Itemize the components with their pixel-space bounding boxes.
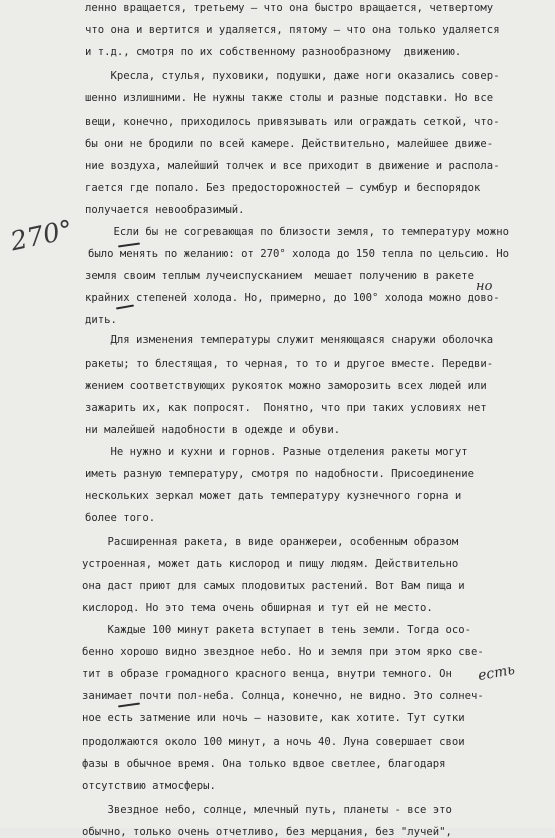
text-line: иметь разную температуру, смотря по надобности. Присоединение <box>85 468 475 480</box>
text-line: получается невообразимый. <box>85 204 245 216</box>
text-line: она даст приют для самых плодовитых растений. Вот Вам пища и <box>82 580 465 592</box>
text-line: кислород. Но это тема очень обширная и тут ей не место. <box>82 602 433 614</box>
text-line: Для изменения температуры служит меняющаяся снаружи оболочка <box>85 334 494 346</box>
text-line: ни малейшей надобности в одежде и обуви. <box>85 424 341 436</box>
text-line: ленно вращается, третьему — что она быстро вращается, четвертому <box>85 2 494 14</box>
text-line: и т.д., смотря по их собственному разнообразному движению. <box>85 46 462 58</box>
text-line: дить. <box>85 314 117 326</box>
text-line: гается где попало. Без предосторожностей — сумбур и беспорядок <box>85 182 481 194</box>
text-line: Каждые 100 минут ракета вступает в тень земли. Тогда осо- <box>82 624 472 636</box>
text-line: жением соответствующих рукояток можно заморозить всех людей или <box>85 380 487 392</box>
text-line: бы они не бродили по всей камере. Действительно, малейшее движе- <box>85 138 494 150</box>
text-line: отсутствию атмосферы. <box>82 780 216 792</box>
text-line: фазы в обычное время. Она только вдвое светлее, благодаря <box>82 758 446 770</box>
text-line: что она и вертится и удаляется, пятому — что она только удаляется <box>85 24 500 36</box>
handwritten-insert-no: но <box>476 279 493 294</box>
text-line: земля своим теплым лучеиспусканием мешает получению в ракете <box>85 270 475 282</box>
text-line: вещи, конечно, приходилось привязывать или ограждать сеткой, что- <box>85 116 500 128</box>
text-line: Звездное небо, солнце, млечный путь, планеты - все это <box>82 804 452 816</box>
margin-annotation-270: 270° <box>8 214 76 258</box>
strike-mark <box>116 304 134 309</box>
text-line: ракеты; то блестящая, то черная, то то и другое вместе. Передви- <box>85 358 494 370</box>
text-line: Расширенная ракета, в виде оранжереи, особенным образом <box>82 536 459 548</box>
text-line: занимает почти пол-неба. Солнца, конечно, не видно. Это солнеч- <box>82 690 484 702</box>
text-line: ное есть затмение или ночь — назовите, как хотите. Тут сутки <box>82 712 465 724</box>
text-line: продолжаются около 100 минут, а ночь 40. Луна совершает свои <box>82 736 465 748</box>
text-line: крайних степеней холода. Но, примерно, до 100° холода можно дово- <box>85 292 500 304</box>
text-line: тит в образе громадного красного венца, внутри темного. Он <box>82 668 452 680</box>
text-line: зажарить их, как попросят. Понятно, что при таких условиях нет <box>85 402 487 414</box>
text-line: ние воздуха, малейший толчек и все приходит в движение и распола- <box>85 160 500 172</box>
text-line: нескольких зеркал может дать температуру кузнечного горна и <box>85 490 462 502</box>
text-line: Не нужно и кухни и горнов. Разные отделения ракеты могут <box>85 446 468 458</box>
text-line: более того. <box>85 512 156 524</box>
text-line: шенно излишними. Не нужны также столы и разные подставки. Но все <box>85 92 494 104</box>
strike-mark <box>118 702 140 707</box>
text-line: бенно хорошо видно звездное небо. Но и земля при этом ярко све- <box>82 646 484 658</box>
handwritten-insert-est: есть <box>476 661 517 685</box>
text-line: было менять по желанию: от 270° холода до 150 тепла по цельсию. Но <box>88 248 509 260</box>
text-line: Если бы не согревающая по близости земля, то температуру можно <box>88 226 509 238</box>
text-line: устроенная, может дать кислород и пищу людям. Действительно <box>82 558 459 570</box>
text-line: обычно, только очень отчетливо, без мерцания, без "лучей", <box>82 826 452 838</box>
text-line: Кресла, стулья, пуховики, подушки, даже ноги оказались совер- <box>85 70 500 82</box>
strike-mark <box>118 242 140 247</box>
